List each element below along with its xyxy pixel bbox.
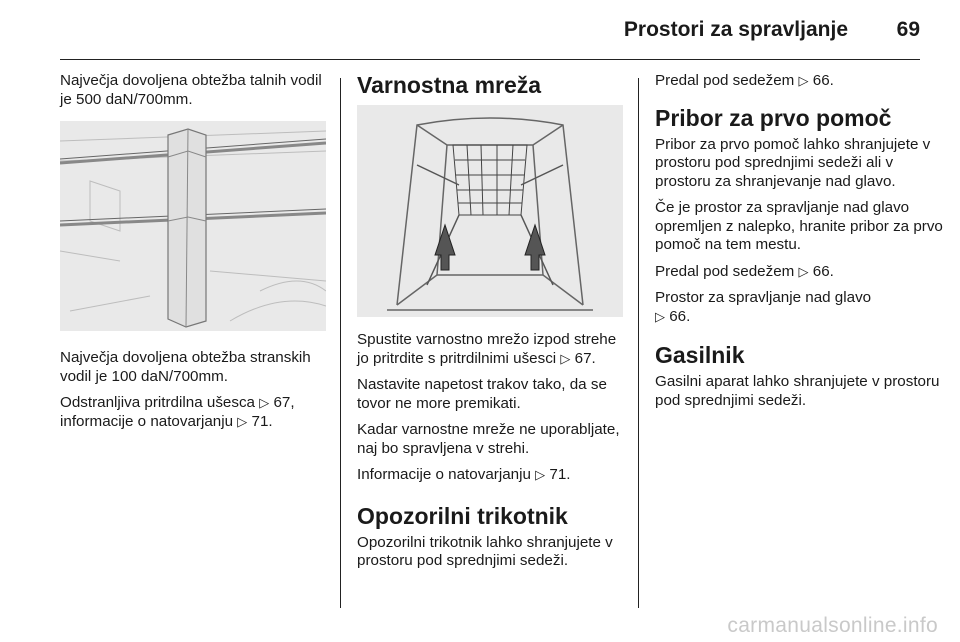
page-ref-link[interactable]: 67, — [273, 394, 295, 411]
header-rule — [60, 59, 920, 60]
page-ref-link[interactable]: 66. — [812, 72, 834, 89]
side-rail-illustration — [60, 121, 326, 331]
strap-tension-text: Nastavite napetost trakov tako, da se tovor ne more premikati. — [357, 376, 607, 412]
underseat-drawer-text-2: Predal pod sedežem ▷ 66. — [655, 262, 834, 280]
lower-net-text: Spustite varnostno mrežo izpod strehe jo pritrdite s pritrdilnimi ušesci ▷ 67. — [357, 331, 617, 367]
side-rail-load-text: Največja dovoljena obtežba stranskih vodil je 100 daN/700mm. — [60, 349, 311, 385]
cross-reference-arrow-icon: ▷ — [237, 413, 248, 429]
store-net-text: Kadar varnostne mreže ne uporabljate, naj bo spravljena v strehi. — [357, 421, 620, 457]
column-1 — [60, 72, 326, 439]
column-divider-1 — [340, 78, 341, 608]
safety-net-illustration — [357, 105, 623, 317]
overhead-storage-text: Prostor za spravljanje nad glavo ▷ 66. — [655, 289, 872, 325]
floor-rail-load-text: Največja dovoljena obtežba talnih vodil je 500 daN/700mm. — [60, 72, 322, 108]
page-number: 69 — [896, 18, 920, 41]
first-aid-heading: Pribor za prvo pomoč — [655, 104, 892, 131]
footer-watermark: carmanualsonline.info — [727, 614, 938, 637]
page-ref-link[interactable]: 71. — [549, 466, 571, 483]
column-2 — [357, 72, 623, 579]
cross-reference-arrow-icon: ▷ — [535, 467, 546, 482]
first-aid-label-text: Če je prostor za spravljanje nad glavo opremljen z nalepko, hranite pribor za prvo pomoč na tem mestu. — [655, 199, 943, 253]
cross-reference-arrow-icon: ▷ — [798, 73, 809, 88]
page-ref-link[interactable]: 66. — [669, 307, 691, 325]
first-aid-storage-text: Pribor za prvo pomoč lahko shranjujete v prostoru pod sprednjimi sedeži ali v prostoru za shranjevanje nad glavo. — [655, 135, 931, 190]
fire-extinguisher-heading: Gasilnik — [655, 342, 745, 368]
cross-reference-arrow-icon: ▷ — [259, 395, 270, 410]
removable-eyelets-text: Odstranljiva pritrdilna ušesca ▷ 67, informacije o natovarjanju ▷ 71. — [60, 394, 295, 430]
column-divider-2 — [638, 78, 639, 608]
page-header — [0, 0, 960, 58]
safety-net-heading: Varnostna mreža — [357, 72, 542, 98]
page-ref-link[interactable]: 71. — [251, 412, 273, 430]
warning-triangle-text: Opozorilni trikotnik lahko shranjujete v prostoru pod sprednjimi sedeži. — [357, 533, 613, 569]
column-3 — [655, 72, 945, 418]
cross-reference-arrow-icon: ▷ — [560, 350, 571, 366]
loading-info-text: Informacije o natovarjanju ▷ 71. — [357, 466, 571, 483]
page-ref-link[interactable]: 66. — [812, 262, 834, 280]
warning-triangle-heading: Opozorilni trikotnik — [357, 502, 568, 529]
underseat-drawer-text: Predal pod sedežem ▷ 66. — [655, 72, 834, 89]
cross-reference-arrow-icon: ▷ — [798, 263, 809, 279]
cross-reference-arrow-icon: ▷ — [655, 308, 665, 324]
fire-extinguisher-text: Gasilni aparat lahko shranjujete v prostoru pod sprednjimi sedeži. — [655, 373, 940, 409]
page-ref-link[interactable]: 67. — [574, 349, 596, 367]
page-title: Prostori za spravljanje — [623, 18, 848, 41]
